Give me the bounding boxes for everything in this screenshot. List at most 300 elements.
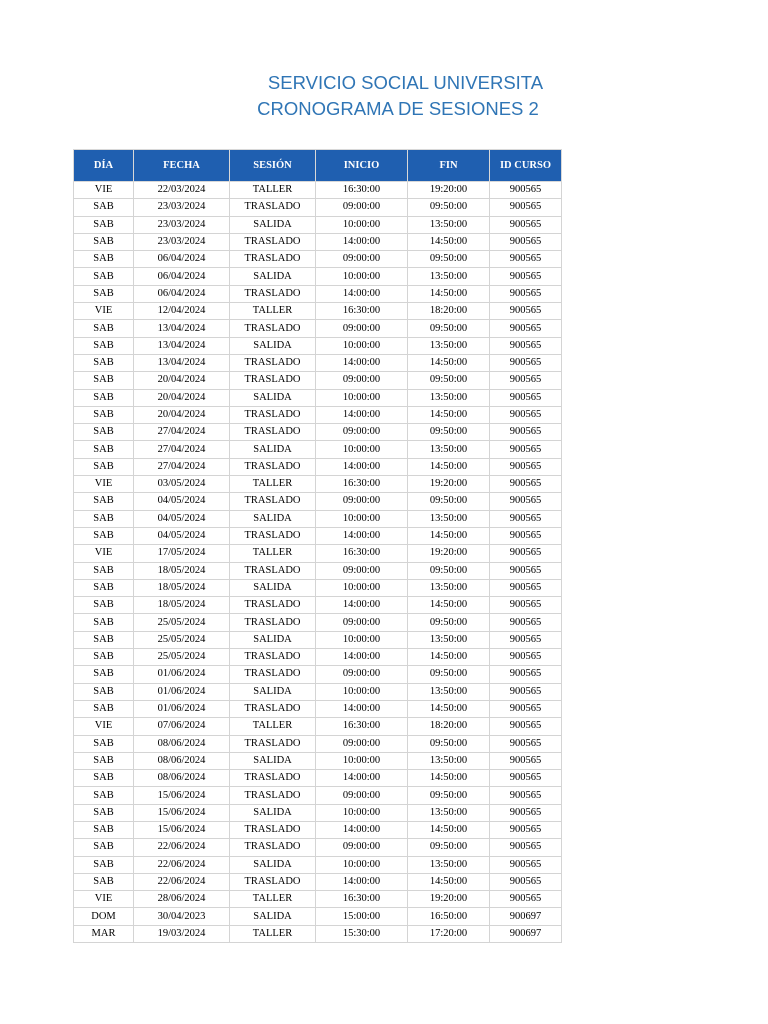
cell-dia: SAB	[74, 839, 134, 856]
cell-fin: 13:50:00	[408, 631, 490, 648]
cell-inicio: 14:00:00	[316, 285, 408, 302]
cell-dia: SAB	[74, 372, 134, 389]
cell-sesion: TRASLADO	[230, 493, 316, 510]
cell-id-curso: 900565	[490, 216, 562, 233]
cell-inicio: 15:00:00	[316, 908, 408, 925]
cell-dia: VIE	[74, 303, 134, 320]
cell-inicio: 09:00:00	[316, 320, 408, 337]
cell-sesion: TRASLADO	[230, 649, 316, 666]
cell-sesion: TRASLADO	[230, 770, 316, 787]
table-row	[74, 389, 562, 406]
cell-inicio: 16:30:00	[316, 718, 408, 735]
cell-fecha: 27/04/2024	[134, 441, 230, 458]
table-row	[74, 268, 562, 285]
cell-fecha: 04/05/2024	[134, 493, 230, 510]
cell-fecha: 08/06/2024	[134, 735, 230, 752]
cell-dia: SAB	[74, 614, 134, 631]
cell-sesion: TALLER	[230, 891, 316, 908]
cell-sesion: TRASLADO	[230, 424, 316, 441]
schedule-body	[74, 182, 562, 943]
cell-sesion: TALLER	[230, 545, 316, 562]
table-row	[74, 510, 562, 527]
cell-fin: 19:20:00	[408, 476, 490, 493]
table-row	[74, 787, 562, 804]
cell-dia: SAB	[74, 251, 134, 268]
cell-id-curso: 900565	[490, 493, 562, 510]
cell-id-curso: 900565	[490, 268, 562, 285]
cell-inicio: 10:00:00	[316, 683, 408, 700]
cell-inicio: 09:00:00	[316, 251, 408, 268]
table-row	[74, 441, 562, 458]
cell-fin: 13:50:00	[408, 216, 490, 233]
cell-sesion: SALIDA	[230, 389, 316, 406]
cell-sesion: TRASLADO	[230, 562, 316, 579]
cell-sesion: SALIDA	[230, 510, 316, 527]
cell-fecha: 06/04/2024	[134, 251, 230, 268]
cell-inicio: 10:00:00	[316, 337, 408, 354]
cell-id-curso: 900565	[490, 821, 562, 838]
cell-dia: SAB	[74, 268, 134, 285]
cell-inicio: 09:00:00	[316, 199, 408, 216]
cell-inicio: 10:00:00	[316, 268, 408, 285]
cell-dia: SAB	[74, 873, 134, 890]
cell-id-curso: 900565	[490, 285, 562, 302]
cell-sesion: TRASLADO	[230, 233, 316, 250]
cell-sesion: SALIDA	[230, 216, 316, 233]
cell-fecha: 18/05/2024	[134, 579, 230, 596]
cell-dia: SAB	[74, 770, 134, 787]
cell-fin: 13:50:00	[408, 804, 490, 821]
cell-fin: 09:50:00	[408, 787, 490, 804]
cell-inicio: 10:00:00	[316, 441, 408, 458]
cell-fecha: 22/06/2024	[134, 839, 230, 856]
cell-fin: 18:20:00	[408, 718, 490, 735]
cell-sesion: TRASLADO	[230, 285, 316, 302]
cell-dia: SAB	[74, 597, 134, 614]
cell-id-curso: 900565	[490, 458, 562, 475]
cell-fin: 13:50:00	[408, 389, 490, 406]
cell-fin: 09:50:00	[408, 493, 490, 510]
cell-fin: 14:50:00	[408, 597, 490, 614]
cell-dia: SAB	[74, 216, 134, 233]
cell-fecha: 03/05/2024	[134, 476, 230, 493]
cell-id-curso: 900565	[490, 735, 562, 752]
table-row	[74, 493, 562, 510]
cell-id-curso: 900565	[490, 649, 562, 666]
cell-fecha: 18/05/2024	[134, 562, 230, 579]
cell-fecha: 17/05/2024	[134, 545, 230, 562]
cell-sesion: TRASLADO	[230, 700, 316, 717]
cell-id-curso: 900565	[490, 579, 562, 596]
cell-fin: 14:50:00	[408, 700, 490, 717]
cell-fin: 14:50:00	[408, 233, 490, 250]
cell-inicio: 09:00:00	[316, 735, 408, 752]
cell-dia: SAB	[74, 735, 134, 752]
cell-fecha: 28/06/2024	[134, 891, 230, 908]
cell-dia: VIE	[74, 545, 134, 562]
cell-sesion: TRASLADO	[230, 614, 316, 631]
cell-fecha: 23/03/2024	[134, 233, 230, 250]
cell-inicio: 09:00:00	[316, 839, 408, 856]
cell-fecha: 15/06/2024	[134, 787, 230, 804]
cell-id-curso: 900565	[490, 233, 562, 250]
table-row	[74, 925, 562, 942]
cell-id-curso: 900565	[490, 320, 562, 337]
table-row	[74, 631, 562, 648]
cell-id-curso: 900565	[490, 303, 562, 320]
cell-sesion: TRASLADO	[230, 597, 316, 614]
cell-dia: SAB	[74, 493, 134, 510]
table-row	[74, 804, 562, 821]
cell-id-curso: 900565	[490, 441, 562, 458]
cell-sesion: SALIDA	[230, 268, 316, 285]
table-row	[74, 251, 562, 268]
cell-inicio: 14:00:00	[316, 233, 408, 250]
cell-sesion: TALLER	[230, 925, 316, 942]
cell-sesion: SALIDA	[230, 804, 316, 821]
cell-sesion: TRASLADO	[230, 666, 316, 683]
cell-fecha: 15/06/2024	[134, 804, 230, 821]
schedule-table	[73, 149, 562, 943]
cell-inicio: 10:00:00	[316, 752, 408, 769]
cell-id-curso: 900565	[490, 389, 562, 406]
table-row	[74, 666, 562, 683]
cell-fecha: 20/04/2024	[134, 372, 230, 389]
cell-fin: 13:50:00	[408, 510, 490, 527]
title-line-2: CRONOGRAMA DE SESIONES 2	[257, 98, 539, 119]
cell-dia: SAB	[74, 579, 134, 596]
cell-fecha: 01/06/2024	[134, 666, 230, 683]
cell-fin: 19:20:00	[408, 545, 490, 562]
cell-sesion: TRASLADO	[230, 787, 316, 804]
cell-inicio: 09:00:00	[316, 614, 408, 631]
cell-sesion: TRASLADO	[230, 251, 316, 268]
cell-id-curso: 900565	[490, 718, 562, 735]
cell-inicio: 14:00:00	[316, 649, 408, 666]
cell-fecha: 07/06/2024	[134, 718, 230, 735]
cell-sesion: TALLER	[230, 303, 316, 320]
cell-dia: SAB	[74, 700, 134, 717]
cell-fecha: 27/04/2024	[134, 458, 230, 475]
cell-dia: SAB	[74, 562, 134, 579]
cell-inicio: 16:30:00	[316, 182, 408, 199]
table-row	[74, 527, 562, 544]
cell-inicio: 14:00:00	[316, 873, 408, 890]
cell-sesion: TALLER	[230, 718, 316, 735]
table-row	[74, 476, 562, 493]
cell-sesion: TRASLADO	[230, 354, 316, 371]
table-row	[74, 718, 562, 735]
cell-sesion: SALIDA	[230, 579, 316, 596]
table-row	[74, 839, 562, 856]
cell-fecha: 25/05/2024	[134, 631, 230, 648]
cell-inicio: 09:00:00	[316, 666, 408, 683]
cell-sesion: TRASLADO	[230, 735, 316, 752]
table-row	[74, 216, 562, 233]
table-row	[74, 821, 562, 838]
cell-inicio: 09:00:00	[316, 787, 408, 804]
cell-inicio: 14:00:00	[316, 597, 408, 614]
cell-fin: 09:50:00	[408, 199, 490, 216]
cell-fecha: 23/03/2024	[134, 216, 230, 233]
cell-fin: 13:50:00	[408, 683, 490, 700]
cell-fecha: 23/03/2024	[134, 199, 230, 216]
cell-fin: 13:50:00	[408, 268, 490, 285]
cell-dia: SAB	[74, 233, 134, 250]
cell-fin: 09:50:00	[408, 666, 490, 683]
cell-dia: SAB	[74, 787, 134, 804]
cell-fin: 18:20:00	[408, 303, 490, 320]
cell-inicio: 10:00:00	[316, 856, 408, 873]
table-row	[74, 182, 562, 199]
cell-sesion: TRASLADO	[230, 458, 316, 475]
cell-fin: 14:50:00	[408, 821, 490, 838]
table-row	[74, 614, 562, 631]
cell-sesion: TRASLADO	[230, 320, 316, 337]
table-row	[74, 337, 562, 354]
cell-inicio: 10:00:00	[316, 631, 408, 648]
cell-dia: DOM	[74, 908, 134, 925]
cell-id-curso: 900565	[490, 476, 562, 493]
cell-id-curso: 900565	[490, 251, 562, 268]
cell-inicio: 16:30:00	[316, 891, 408, 908]
table-row	[74, 770, 562, 787]
cell-id-curso: 900565	[490, 182, 562, 199]
cell-inicio: 10:00:00	[316, 804, 408, 821]
cell-id-curso: 900565	[490, 406, 562, 423]
cell-dia: VIE	[74, 476, 134, 493]
cell-dia: SAB	[74, 406, 134, 423]
cell-id-curso: 900565	[490, 372, 562, 389]
cell-fecha: 20/04/2024	[134, 389, 230, 406]
table-row	[74, 424, 562, 441]
cell-sesion: TALLER	[230, 182, 316, 199]
cell-fecha: 20/04/2024	[134, 406, 230, 423]
table-row	[74, 406, 562, 423]
cell-fin: 13:50:00	[408, 337, 490, 354]
cell-fecha: 01/06/2024	[134, 683, 230, 700]
cell-dia: MAR	[74, 925, 134, 942]
cell-id-curso: 900565	[490, 545, 562, 562]
cell-fin: 14:50:00	[408, 354, 490, 371]
cell-dia: SAB	[74, 683, 134, 700]
cell-dia: SAB	[74, 649, 134, 666]
table-row	[74, 908, 562, 925]
table-row	[74, 562, 562, 579]
cell-dia: SAB	[74, 804, 134, 821]
cell-inicio: 10:00:00	[316, 389, 408, 406]
cell-fecha: 22/06/2024	[134, 856, 230, 873]
cell-fin: 19:20:00	[408, 891, 490, 908]
cell-inicio: 10:00:00	[316, 579, 408, 596]
cell-inicio: 16:30:00	[316, 476, 408, 493]
cell-dia: SAB	[74, 856, 134, 873]
cell-inicio: 14:00:00	[316, 406, 408, 423]
cell-sesion: TRASLADO	[230, 821, 316, 838]
cell-fin: 09:50:00	[408, 562, 490, 579]
column-header-fecha: FECHA	[134, 150, 230, 182]
cell-sesion: TRASLADO	[230, 873, 316, 890]
cell-dia: SAB	[74, 285, 134, 302]
table-row	[74, 545, 562, 562]
cell-id-curso: 900565	[490, 666, 562, 683]
cell-sesion: TRASLADO	[230, 199, 316, 216]
cell-id-curso: 900565	[490, 787, 562, 804]
cell-fecha: 25/05/2024	[134, 614, 230, 631]
cell-id-curso: 900565	[490, 354, 562, 371]
cell-dia: SAB	[74, 199, 134, 216]
cell-id-curso: 900565	[490, 527, 562, 544]
cell-dia: SAB	[74, 821, 134, 838]
cell-fecha: 30/04/2023	[134, 908, 230, 925]
cell-fin: 09:50:00	[408, 735, 490, 752]
table-row	[74, 891, 562, 908]
cell-dia: VIE	[74, 891, 134, 908]
cell-sesion: SALIDA	[230, 752, 316, 769]
document-title	[0, 70, 561, 122]
table-row	[74, 233, 562, 250]
table-row	[74, 320, 562, 337]
table-row	[74, 683, 562, 700]
cell-inicio: 14:00:00	[316, 354, 408, 371]
column-header-sesion: SESIÓN	[230, 150, 316, 182]
cell-sesion: SALIDA	[230, 856, 316, 873]
cell-inicio: 09:00:00	[316, 372, 408, 389]
cell-fecha: 18/05/2024	[134, 597, 230, 614]
column-header-id-curso: ID CURSO	[490, 150, 562, 182]
cell-fin: 14:50:00	[408, 527, 490, 544]
table-row	[74, 735, 562, 752]
cell-id-curso: 900565	[490, 424, 562, 441]
cell-fecha: 08/06/2024	[134, 752, 230, 769]
title-line-1: SERVICIO SOCIAL UNIVERSITA	[267, 72, 544, 93]
cell-id-curso: 900565	[490, 804, 562, 821]
schedule-header	[74, 150, 562, 182]
cell-inicio: 14:00:00	[316, 700, 408, 717]
table-row	[74, 458, 562, 475]
cell-fecha: 06/04/2024	[134, 268, 230, 285]
cell-inicio: 09:00:00	[316, 562, 408, 579]
cell-inicio: 10:00:00	[316, 510, 408, 527]
cell-fecha: 22/06/2024	[134, 873, 230, 890]
cell-dia: SAB	[74, 389, 134, 406]
cell-dia: VIE	[74, 718, 134, 735]
cell-sesion: SALIDA	[230, 683, 316, 700]
table-row	[74, 372, 562, 389]
cell-inicio: 16:30:00	[316, 545, 408, 562]
cell-fecha: 13/04/2024	[134, 354, 230, 371]
table-row	[74, 752, 562, 769]
cell-fin: 13:50:00	[408, 752, 490, 769]
cell-fecha: 06/04/2024	[134, 285, 230, 302]
cell-id-curso: 900565	[490, 873, 562, 890]
cell-inicio: 14:00:00	[316, 458, 408, 475]
cell-dia: SAB	[74, 354, 134, 371]
cell-fecha: 08/06/2024	[134, 770, 230, 787]
cell-fecha: 04/05/2024	[134, 527, 230, 544]
cell-sesion: SALIDA	[230, 337, 316, 354]
cell-id-curso: 900565	[490, 700, 562, 717]
header-row	[74, 150, 562, 182]
cell-id-curso: 900565	[490, 199, 562, 216]
cell-id-curso: 900565	[490, 631, 562, 648]
cell-dia: SAB	[74, 337, 134, 354]
cell-dia: VIE	[74, 182, 134, 199]
cell-fecha: 13/04/2024	[134, 320, 230, 337]
cell-dia: SAB	[74, 527, 134, 544]
table-row	[74, 354, 562, 371]
cell-fin: 09:50:00	[408, 424, 490, 441]
cell-id-curso: 900697	[490, 925, 562, 942]
cell-fin: 13:50:00	[408, 441, 490, 458]
table-row	[74, 303, 562, 320]
cell-inicio: 09:00:00	[316, 424, 408, 441]
cell-fin: 14:50:00	[408, 649, 490, 666]
cell-id-curso: 900565	[490, 856, 562, 873]
cell-sesion: TRASLADO	[230, 839, 316, 856]
cell-fecha: 15/06/2024	[134, 821, 230, 838]
cell-id-curso: 900565	[490, 337, 562, 354]
cell-id-curso: 900565	[490, 683, 562, 700]
cell-id-curso: 900565	[490, 770, 562, 787]
cell-dia: SAB	[74, 424, 134, 441]
cell-fin: 13:50:00	[408, 579, 490, 596]
table-row	[74, 873, 562, 890]
cell-id-curso: 900565	[490, 752, 562, 769]
cell-id-curso: 900565	[490, 891, 562, 908]
cell-fecha: 19/03/2024	[134, 925, 230, 942]
cell-id-curso: 900565	[490, 597, 562, 614]
cell-inicio: 14:00:00	[316, 527, 408, 544]
cell-fin: 19:20:00	[408, 182, 490, 199]
cell-sesion: TRASLADO	[230, 527, 316, 544]
cell-fin: 14:50:00	[408, 406, 490, 423]
cell-dia: SAB	[74, 631, 134, 648]
cell-dia: SAB	[74, 752, 134, 769]
cell-id-curso: 900565	[490, 614, 562, 631]
cell-inicio: 14:00:00	[316, 770, 408, 787]
cell-dia: SAB	[74, 441, 134, 458]
cell-sesion: TRASLADO	[230, 372, 316, 389]
cell-id-curso: 900697	[490, 908, 562, 925]
cell-sesion: SALIDA	[230, 441, 316, 458]
cell-inicio: 16:30:00	[316, 303, 408, 320]
cell-inicio: 15:30:00	[316, 925, 408, 942]
cell-fecha: 27/04/2024	[134, 424, 230, 441]
cell-fin: 14:50:00	[408, 770, 490, 787]
cell-inicio: 10:00:00	[316, 216, 408, 233]
cell-fin: 14:50:00	[408, 458, 490, 475]
table-row	[74, 649, 562, 666]
cell-fin: 13:50:00	[408, 856, 490, 873]
column-header-inicio: INICIO	[316, 150, 408, 182]
cell-inicio: 14:00:00	[316, 821, 408, 838]
cell-fecha: 04/05/2024	[134, 510, 230, 527]
table-row	[74, 579, 562, 596]
cell-fin: 17:20:00	[408, 925, 490, 942]
table-row	[74, 597, 562, 614]
cell-sesion: SALIDA	[230, 908, 316, 925]
cell-fin: 09:50:00	[408, 320, 490, 337]
cell-dia: SAB	[74, 320, 134, 337]
table-row	[74, 199, 562, 216]
cell-fin: 14:50:00	[408, 285, 490, 302]
cell-fin: 09:50:00	[408, 372, 490, 389]
cell-fecha: 01/06/2024	[134, 700, 230, 717]
table-row	[74, 856, 562, 873]
cell-fin: 09:50:00	[408, 251, 490, 268]
cell-sesion: TRASLADO	[230, 406, 316, 423]
